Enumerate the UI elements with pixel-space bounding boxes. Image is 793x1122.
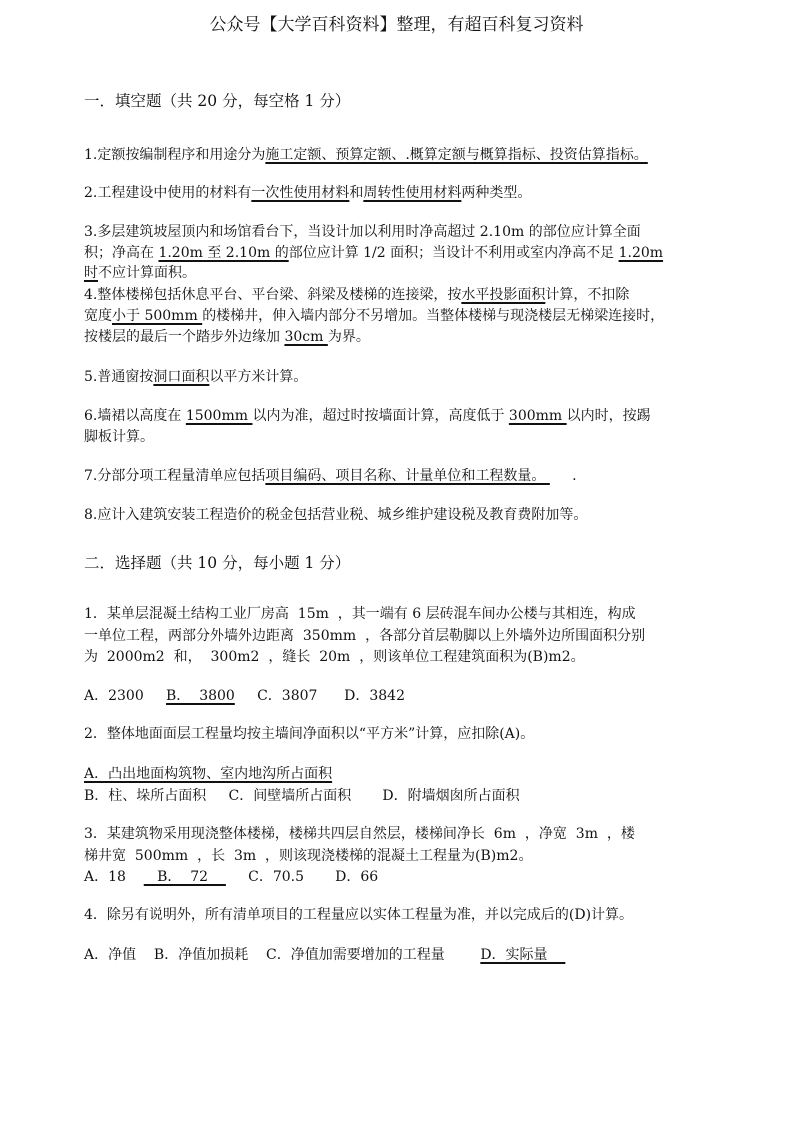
text-line [84, 406, 651, 426]
text-segment: A．2300 [84, 688, 166, 704]
text-line [84, 243, 663, 263]
text-segment: 2.工程建设中使用的材料有 [84, 185, 252, 201]
text-segment: 1．某单层混凝土结构工业厂房高 15m ，其一端有 6 层砖混车间办公楼与其相连，构成 [84, 606, 636, 622]
text-segment: 4．除另有说明外，所有清单项目的工程量应以实体工程量为准，并以完成后的(D)计算。 [84, 907, 634, 923]
text-line [84, 145, 648, 165]
text-line [84, 786, 520, 806]
answer-underlined: A．凸出地面构筑物、室内地沟所占面积 [84, 766, 333, 782]
page-header-title: 公众号【大学百科资料】整理，有超百科复习资料 [209, 15, 584, 35]
text-segment: 宽度 [84, 308, 112, 324]
text-segment: C．3807 D．3842 [234, 688, 405, 704]
text-segment: 脚板计算。 [84, 429, 154, 445]
answer-underlined: 时 [84, 265, 98, 281]
answer-underlined: B． 72 [143, 869, 226, 885]
text-segment: 1.定额按编制程序和用途分为 [84, 147, 266, 163]
text-segment: 以内为准，超过时按墙面计算，高度低于 [252, 408, 509, 424]
text-segment: 计算，不扣除 [545, 287, 630, 303]
text-segment: 以平方米计算。 [209, 369, 308, 385]
text-line [84, 867, 378, 887]
text-segment: 两种类型。 [461, 185, 532, 201]
text-segment: 2．整体地面面层工程量均按主墙间净面积以“平方米”计算，应扣除(A)。 [84, 726, 535, 742]
answer-underlined: 项目编码、项目名称、计量单位和工程数量。 [265, 468, 550, 484]
text-line [84, 604, 636, 624]
text-segment: 不应计算面积。 [98, 265, 196, 281]
answer-underlined: 1.20m 至 2.10m 的 [158, 245, 289, 261]
text-line [84, 263, 196, 283]
answer-underlined: 30cm [284, 329, 328, 345]
text-line [84, 945, 565, 965]
text-segment: C．70.5 D．66 [225, 869, 379, 885]
answer-underlined: 小于 500mm [112, 308, 203, 324]
text-segment: 5.普通窗按 [84, 369, 154, 385]
text-line [84, 505, 587, 525]
text-line [84, 764, 332, 784]
section-heading [84, 91, 350, 111]
text-line [84, 905, 633, 925]
section-heading [84, 553, 350, 573]
text-segment: 6.墙裙以高度在 [84, 408, 186, 424]
text-segment: 一单位工程，两部分外墙外边距离 350mm ，各部分首层勒脚以上外墙外边所围面积分别 [84, 628, 646, 644]
text-line [84, 626, 645, 646]
text-segment: 8.应计入建筑安装工程造价的税金包括营业税、城乡维护建设税及教育费附加等。 [84, 507, 588, 523]
text-line [84, 285, 629, 305]
answer-underlined: D．实际量 [480, 947, 566, 963]
answer-underlined: 一次性使用材料 [251, 185, 350, 201]
text-segment: 积；净高在 [84, 245, 159, 261]
text-segment: 4.整体楼梯包括休息平台、平台梁、斜梁及楼梯的连接梁，按 [84, 287, 462, 303]
text-segment: 以内时，按踢 [566, 408, 651, 424]
text-segment: A．净值 B．净值加损耗 C．净值加需要增加的工程量 [84, 947, 481, 963]
text-segment: 部位应计算 1/2 面积；当设计不利用或室内净高不足 [288, 245, 619, 261]
text-line [84, 427, 154, 447]
text-segment: 的楼梯井，伸入墙内部分不另增加。当整体楼梯与现浇楼层无梯梁连接时， [202, 308, 665, 324]
text-segment: 7.分部分项工程量清单应包括 [84, 468, 266, 484]
text-segment: 3．某建筑物采用现浇整体楼梯，楼梯共四层自然层，楼梯间净长 6m ，净宽 3m ，楼 [84, 826, 635, 842]
answer-underlined: 300mm [508, 408, 567, 424]
text-segment: . [549, 468, 577, 484]
text-segment: A．18 [84, 869, 144, 885]
answer-underlined: 1.20m [618, 245, 664, 261]
text-segment: 按楼层的最后一个踏步外边缘加 [84, 329, 285, 345]
answer-underlined: B． 3800 [166, 688, 235, 704]
text-segment: 为 2000m2 和， 300m2 ，缝长 20m ，则该单位工程建筑面积为(B)m2。 [84, 649, 585, 665]
text-line [84, 724, 534, 744]
answer-underlined: 施工定额、预算定额、.概算定额与概算指标、投资估算指标。 [265, 147, 648, 163]
text-line [84, 647, 585, 667]
text-segment: 和 [349, 185, 364, 201]
text-line [84, 686, 405, 706]
text-line [84, 327, 370, 347]
text-segment: 二．选择题（共 10 分，每小题 1 分） [84, 554, 351, 572]
text-segment: 梯井宽 500mm ，长 3m ，则该现浇楼梯的混凝土工程量为(B)m2。 [84, 848, 533, 864]
text-segment: B．柱、垛所占面积 C．间壁墙所占面积 D．附墙烟囱所占面积 [84, 788, 520, 804]
text-line [84, 846, 532, 866]
text-segment: 3.多层建筑坡屋顶内和场馆看台下，当设计加以利用时净高超过 2.10m 的部位应计算全面 [84, 224, 641, 240]
answer-underlined: 周转性使用材料 [363, 185, 462, 201]
text-line [84, 824, 635, 844]
text-line [84, 222, 641, 242]
answer-underlined: 洞口面积 [153, 369, 210, 385]
text-line [84, 367, 307, 387]
text-line [84, 466, 577, 486]
text-segment: 为界。 [327, 329, 370, 345]
text-line [84, 183, 531, 203]
text-line [84, 306, 664, 326]
answer-underlined: 1500mm [185, 408, 253, 424]
text-segment: 一．填空题（共 20 分，每空格 1 分） [84, 92, 351, 110]
answer-underlined: 水平投影面积 [461, 287, 546, 303]
